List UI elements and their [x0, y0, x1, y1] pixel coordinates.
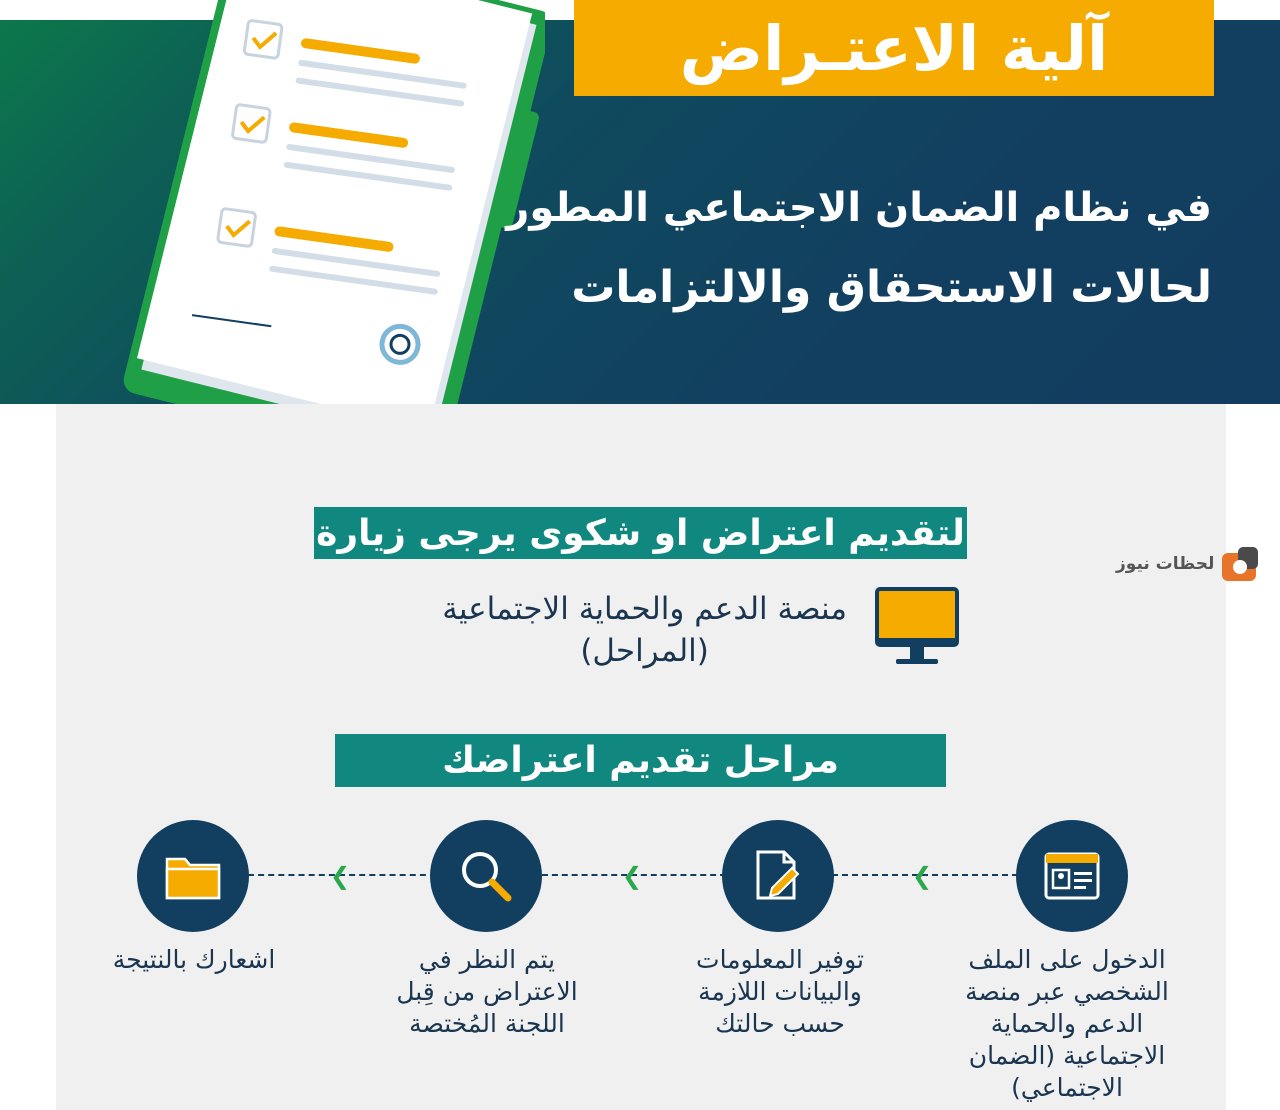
step-4-text: اشعارك بالنتيجة	[112, 945, 276, 974]
step-2-text: توفير المعلومات والبيانات اللازمة حسب حالتك	[696, 945, 864, 1038]
folder-icon	[164, 851, 222, 901]
page-title: آلية الاعتـراض	[679, 11, 1109, 85]
step-1-circle	[1016, 820, 1128, 932]
platform-name	[442, 588, 847, 672]
steps-banner: مراحل تقديم اعتراضك	[335, 734, 946, 787]
step-1-text: الدخول على الملف الشخصي عبر منصة الدعم والحماية الاجتماعية (الضمان الاجتماعي)	[965, 945, 1169, 1102]
subtitle-line-2: لحالات الاستحقاق والالتزامات	[571, 262, 1212, 313]
step-4-circle	[137, 820, 249, 932]
subtitle-line-1: في نظام الضمان الاجتماعي المطور	[506, 185, 1212, 231]
visit-banner: لتقديم اعتراض او شكوى يرجى زيارة	[314, 507, 967, 559]
platform-line-1: منصة الدعم والحماية الاجتماعية	[442, 591, 847, 627]
watermark-text: لحظات نيوز	[1116, 554, 1215, 574]
arrow-left-icon: ❮	[622, 862, 643, 890]
watermark	[1116, 545, 1260, 583]
monitor-icon	[874, 586, 960, 668]
platform-line-2: (المراحل)	[580, 633, 709, 669]
arrow-left-icon: ❮	[330, 862, 351, 890]
step-3-text: يتم النظر في الاعتراض من قِبل اللجنة المُختصة	[396, 945, 578, 1038]
document-edit-icon	[750, 848, 806, 904]
title-banner	[574, 0, 1214, 96]
camera-logo-icon	[1220, 545, 1260, 583]
arrow-left-icon: ❮	[912, 862, 933, 890]
step-3-circle	[430, 820, 542, 932]
profile-card-icon	[1044, 852, 1100, 900]
step-2-circle	[722, 820, 834, 932]
search-icon	[456, 846, 516, 906]
